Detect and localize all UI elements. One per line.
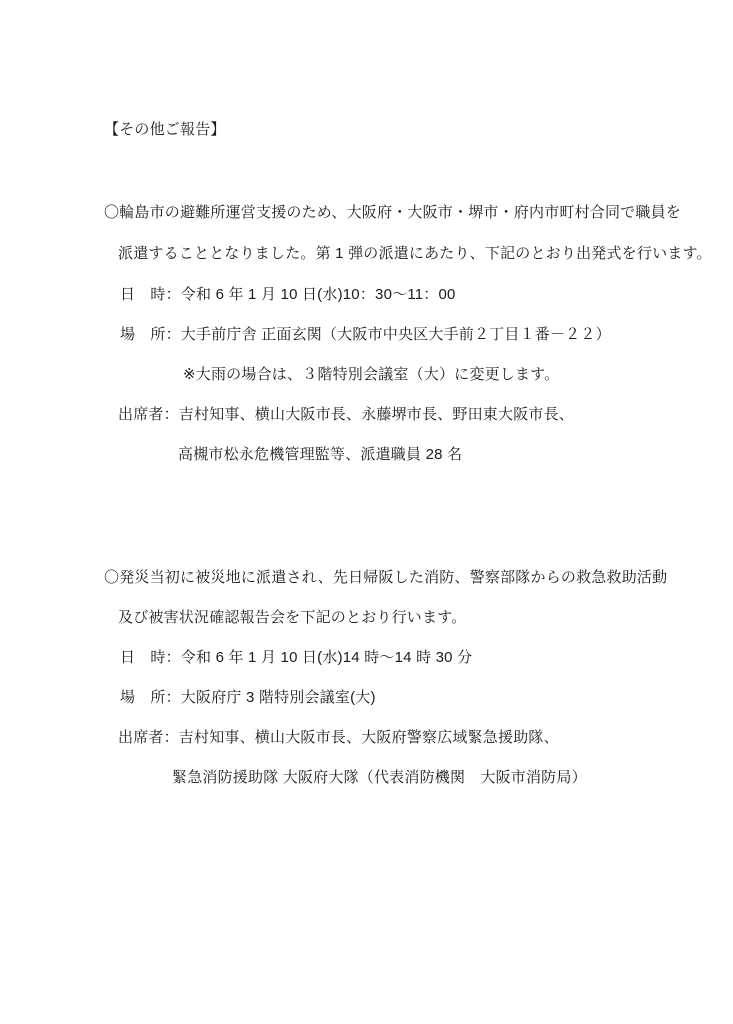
document-title: 【その他ご報告】 [104, 121, 226, 138]
section2-attendees-line1: 出席者：吉村知事、横山大阪市長、大阪府警察広域緊急援助隊、 [118, 729, 559, 746]
section1-date-time: 日 時：令和 6 年 1 月 10 日(水)10：30～11：00 [120, 286, 456, 303]
section1-rain-note: ※大雨の場合は、３階特別会議室（大）に変更します。 [183, 366, 560, 383]
section1-attendees-line1: 出席者：吉村知事、横山大阪市長、永藤堺市長、野田東大阪市長、 [118, 406, 575, 423]
section2-date-time: 日 時：令和 6 年 1 月 10 日(水)14 時～14 時 30 分 [120, 649, 473, 666]
section2-place: 場 所：大阪府庁 3 階特別会議室(大) [120, 689, 376, 706]
section1-paragraph-line1: 〇輪島市の避難所運営支援のため、大阪府・大阪市・堺市・府内市町村合同で職員を [104, 204, 682, 221]
section2-paragraph-line2: 及び被害状況確認報告会を下記のとおり行います。 [118, 609, 467, 626]
section1-attendees-line2: 高槻市松永危機管理監等、派遣職員 28 名 [178, 446, 463, 463]
section2-paragraph-line1: 〇発災当初に被災地に派遣され、先日帰阪した消防、警察部隊からの救急救助活動 [104, 569, 668, 586]
section2-attendees-line2: 緊急消防援助隊 大阪府大隊（代表消防機関 大阪市消防局） [172, 769, 587, 786]
section1-place: 場 所：大手前庁舎 正面玄関（大阪市中央区大手前２丁目１番－２２） [120, 326, 611, 343]
section1-paragraph-line2: 派遣することとなりました。第 1 弾の派遣にあたり、下記のとおり出発式を行います。 [118, 245, 712, 262]
